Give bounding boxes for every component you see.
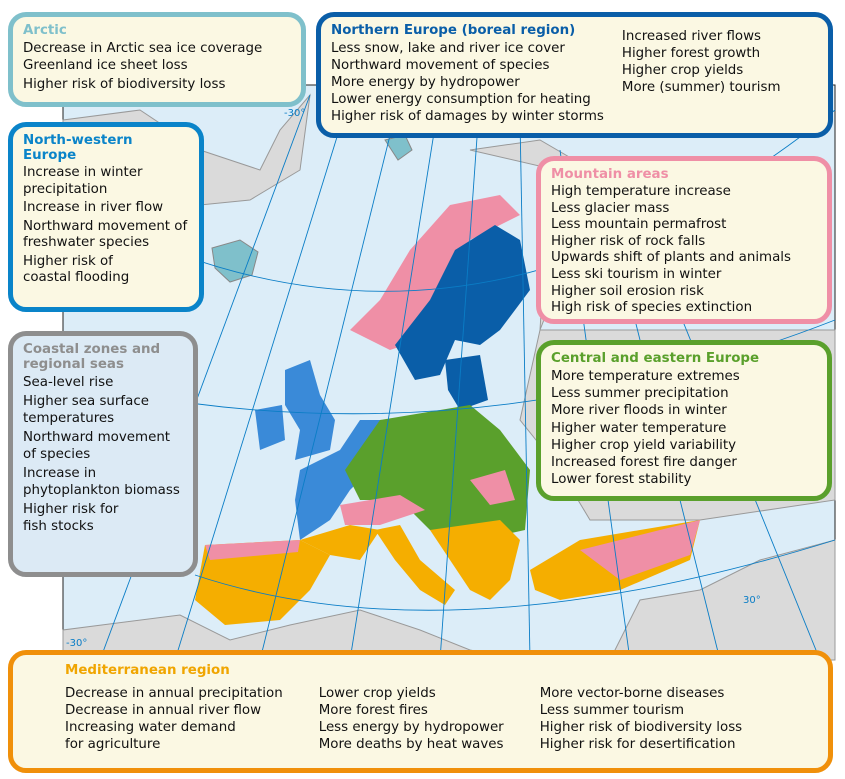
list-item: Lower crop yields (318, 686, 436, 701)
list-item: Upwards shift of plants and animals (551, 250, 791, 266)
list-item: Increase in winter precipitation (23, 165, 143, 197)
list-item: Less snow, lake and river ice cover (331, 41, 565, 56)
list-item: Higher risk of biodiversity loss (23, 77, 226, 92)
list-item: Higher soil erosion risk (551, 283, 704, 299)
list-item: Higher crop yields (621, 63, 744, 78)
list-item: Higher risk of biodiversity loss (539, 720, 743, 735)
northwestern-europe-box (8, 122, 204, 312)
list-item: Greenland ice sheet loss (23, 58, 188, 73)
list-item: Increased river flows (621, 29, 762, 44)
list-item: High risk of species extinction (551, 300, 753, 316)
list-item: Increased forest fire danger (551, 455, 737, 471)
mountain-title: Mountain areas (551, 167, 669, 182)
coastal-zones-box (8, 331, 198, 577)
graticule-label: 30° (743, 595, 761, 606)
list-item: Higher risk of rock falls (551, 233, 706, 249)
list-item: Sea-level rise (23, 375, 114, 390)
list-item: Increase in phytoplankton biomass (23, 466, 180, 498)
list-item: Less summer precipitation (551, 386, 729, 402)
list-item: More energy by hydropower (331, 75, 520, 90)
list-item: Less energy by hydropower (318, 720, 504, 735)
list-item: Less summer tourism (539, 703, 685, 718)
graticule-label: -30° (66, 638, 88, 649)
list-item: More vector-borne diseases (539, 686, 725, 701)
list-item: More river floods in winter (551, 403, 727, 419)
list-item: Higher sea surface temperatures (23, 394, 149, 426)
list-item: Less mountain permafrost (551, 217, 727, 233)
mediterranean-box (8, 650, 833, 773)
list-item: Increase in river flow (23, 200, 164, 215)
list-item: More deaths by heat waves (318, 737, 504, 752)
arctic-box (8, 12, 306, 107)
graticule-label: -30° (284, 108, 306, 119)
list-item: Lower forest stability (551, 472, 692, 488)
list-item: Less glacier mass (551, 200, 670, 216)
list-item: Increasing water demand (65, 720, 236, 735)
list-item: Northward movement of species (23, 430, 171, 462)
list-item: Higher water temperature (551, 420, 727, 436)
northwestern-title: North-western Europe (23, 133, 133, 163)
mediterranean-title: Mediterranean region (65, 663, 230, 678)
list-item: More (summer) tourism (621, 80, 781, 95)
central-title: Central and eastern Europe (551, 351, 760, 366)
list-item: Higher risk of damages by winter storms (331, 109, 604, 124)
northern-title: Northern Europe (boreal region) (331, 23, 576, 38)
northern-europe-box (316, 12, 833, 138)
mountain-areas-box (536, 156, 832, 324)
coastal-title: Coastal zones and regional seas (23, 342, 161, 372)
list-item: High temperature increase (551, 184, 731, 199)
list-item: Higher forest growth (621, 46, 761, 61)
list-item: Higher risk of coastal flooding (23, 253, 130, 285)
list-item: Less ski tourism in winter (551, 266, 722, 282)
list-item: Northward movement of freshwater species (23, 218, 188, 250)
central-eastern-europe-box (536, 340, 832, 501)
list-item: More temperature extremes (551, 369, 740, 384)
list-item: Higher crop yield variability (551, 437, 737, 453)
list-item: Decrease in Arctic sea ice coverage (23, 41, 263, 56)
list-item: Lower energy consumption for heating (331, 92, 591, 107)
arctic-title: Arctic (23, 23, 67, 38)
list-item: Decrease in annual river flow (65, 703, 262, 718)
list-item: More forest fires (318, 703, 428, 718)
list-item: Decrease in annual precipitation (65, 686, 283, 701)
list-item: for agriculture (65, 737, 161, 752)
list-item: Higher risk for desertification (539, 737, 736, 752)
list-item: Higher risk for fish stocks (23, 502, 119, 534)
list-item: Northward movement of species (331, 58, 550, 73)
